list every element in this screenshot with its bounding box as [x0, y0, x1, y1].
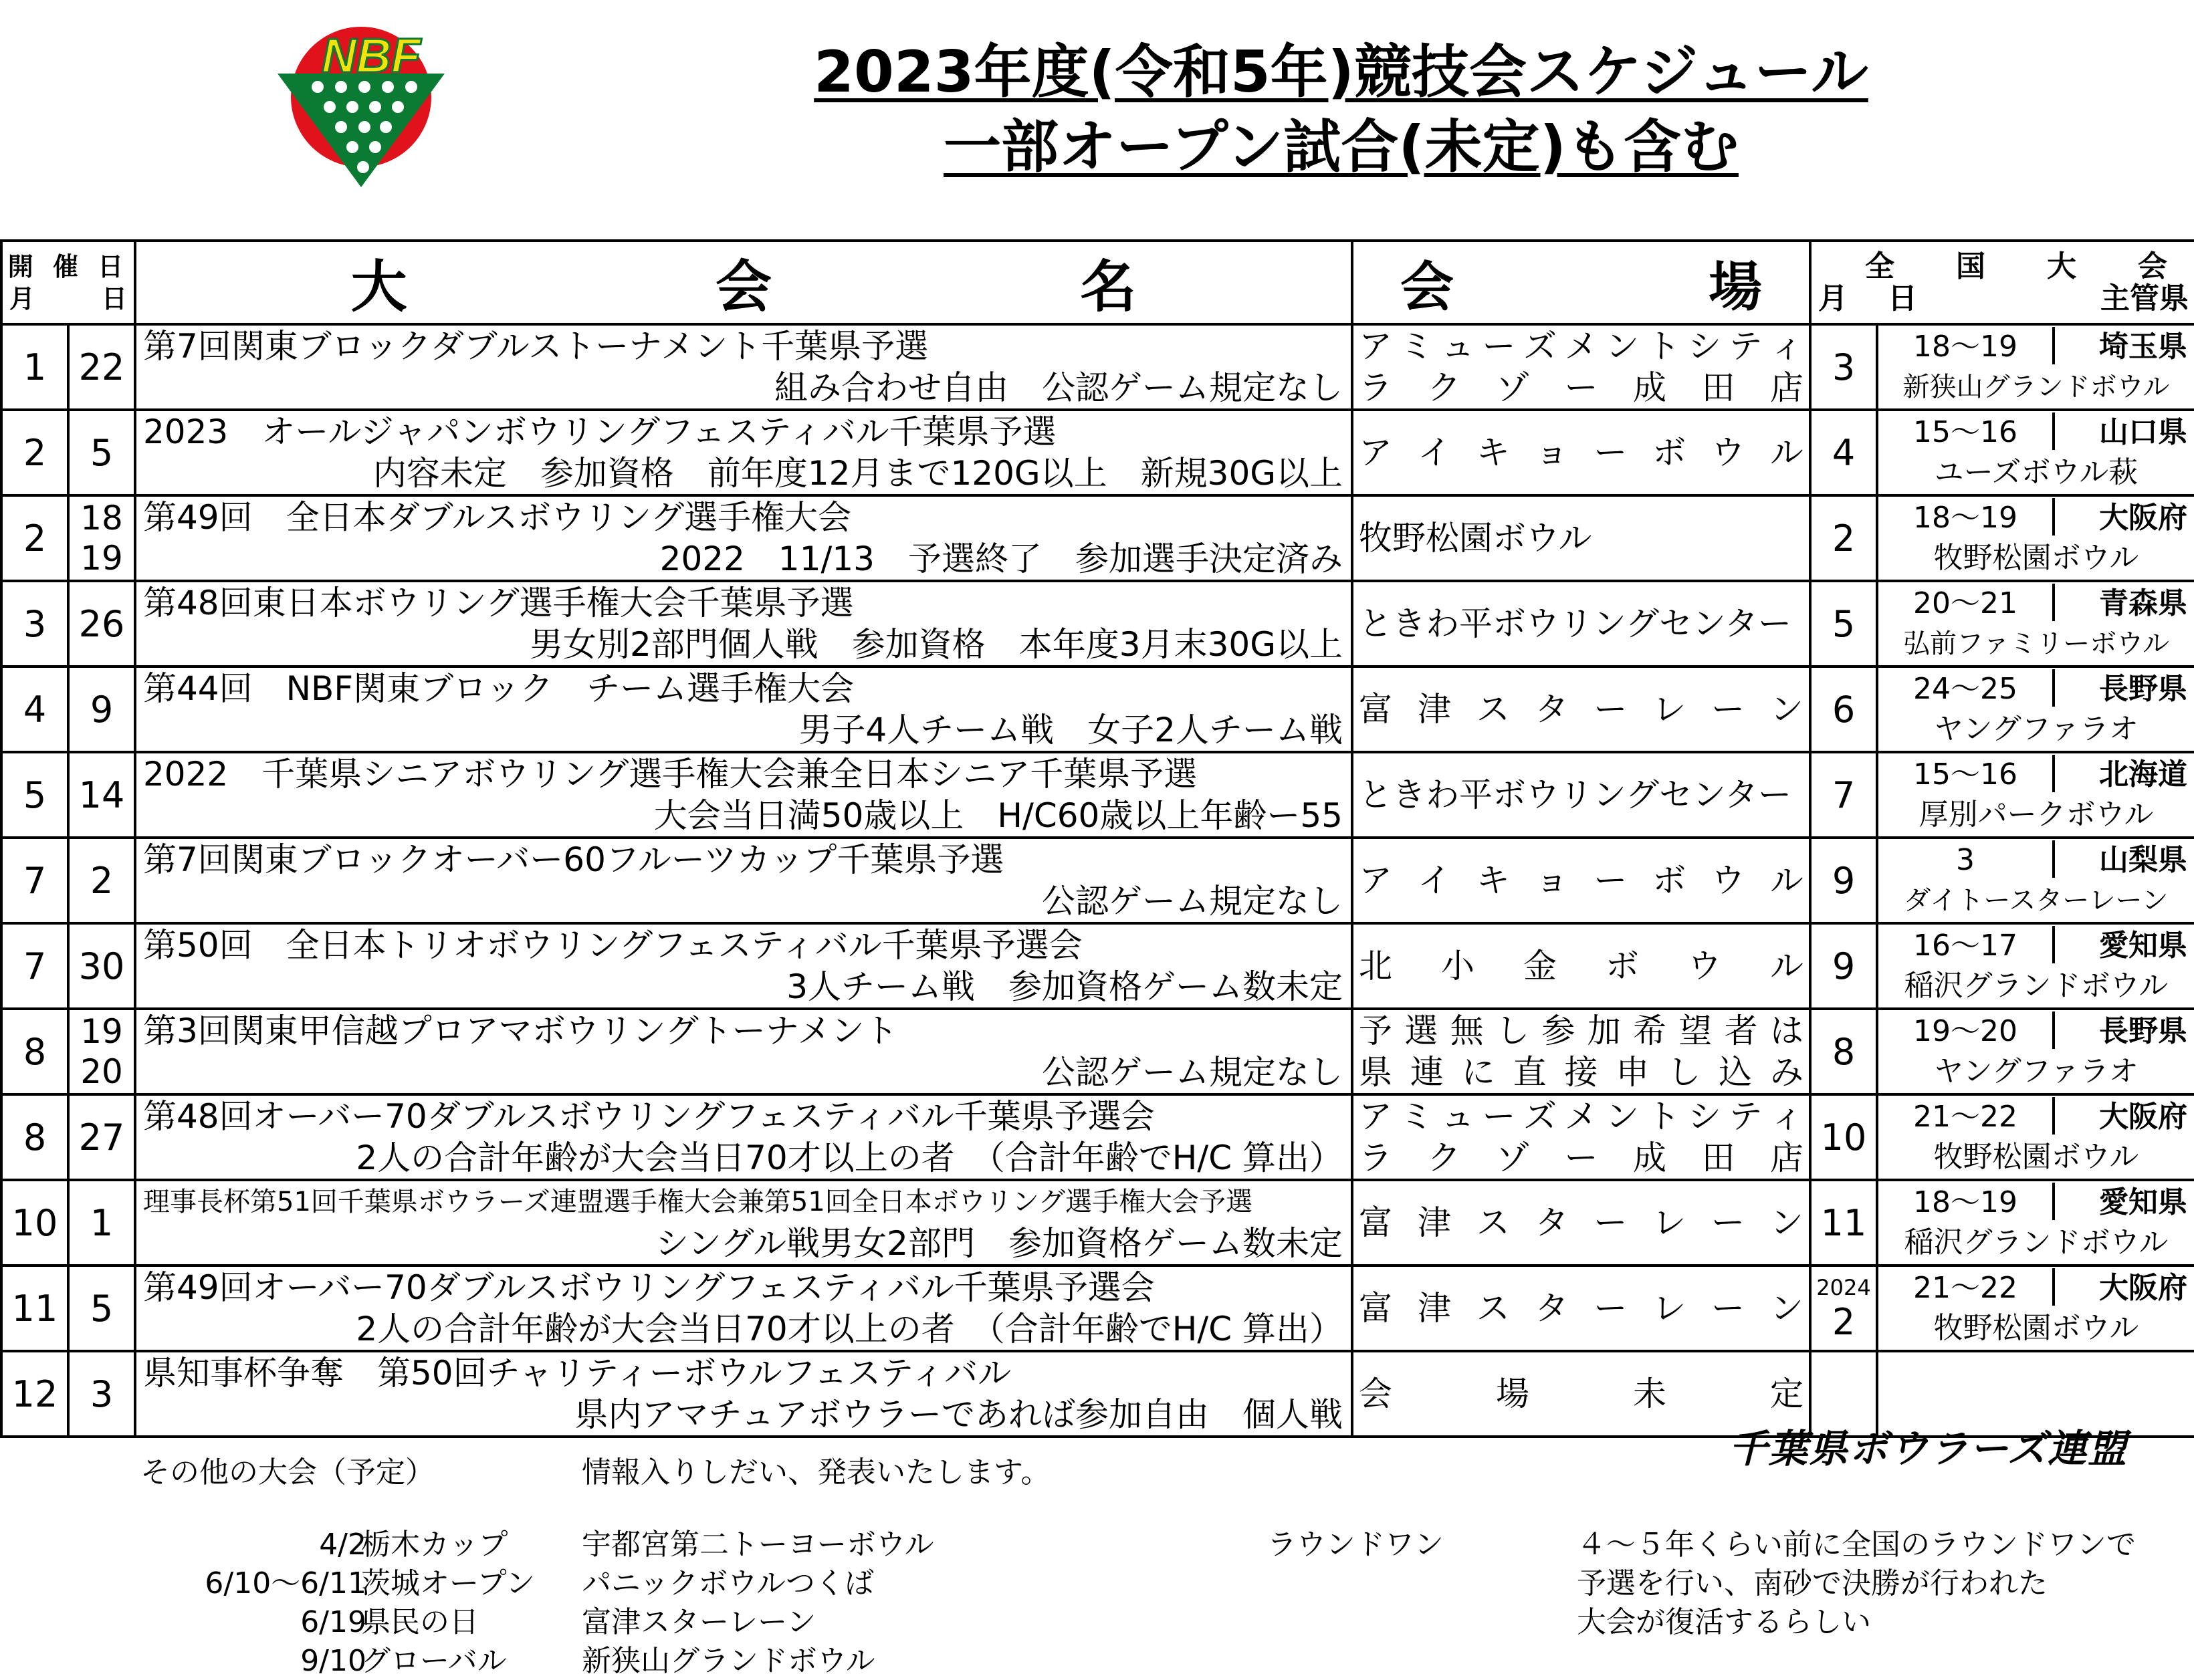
event-name: 第49回 全日本ダブルスボウリング選手権大会 [143, 498, 852, 537]
national-month-cell: 6 [1810, 667, 1877, 752]
venue-line: ラ ク ゾ ー 成 田 店 [1359, 1138, 1803, 1177]
day-cell: 22 [68, 324, 135, 410]
day-cell: 27 [68, 1094, 135, 1180]
round1-line: 大会が復活するらしい [1577, 1605, 1871, 1639]
venue-cell [1352, 1009, 1810, 1094]
event-cell [135, 667, 1352, 752]
day-cell: 26 [68, 581, 135, 667]
venue-line: 富 津 ス タ ー レ ー ン [1359, 1289, 1803, 1328]
event-cell [135, 752, 1352, 838]
table-row [1, 324, 2194, 410]
month-cell: 4 [1, 667, 68, 752]
national-detail-cell: 21～22 大阪府 牧野松園ボウル [1877, 1094, 2194, 1180]
other-event-venue: 新狭山グランドボウル [582, 1644, 875, 1678]
venue-cell [1352, 324, 1810, 410]
venue-cell [1352, 667, 1810, 752]
event-name: 第7回関東ブロックダブルストーナメント千葉県予選 [143, 327, 929, 366]
event-detail: 県内アマチュアボウラーであれば参加自由 個人戦 [574, 1395, 1343, 1434]
national-detail-cell: 24～25 長野県 ヤングファラオ [1877, 667, 2194, 752]
event-name: 第48回オーバー70ダブルスボウリングフェスティバル千葉県予選会 [143, 1097, 1155, 1136]
event-cell [135, 1351, 1352, 1437]
page-subtitle: 一部オープン試合(未定)も含む [944, 114, 1739, 181]
event-name: 2022 千葉県シニアボウリング選手権大会兼全日本シニア千葉県予選 [143, 755, 1198, 794]
national-detail-cell: 18～19 大阪府 牧野松園ボウル [1877, 495, 2194, 581]
event-detail: シングル戦男女2部門 参加資格ゲーム数未定 [655, 1224, 1343, 1263]
venue-cell [1352, 752, 1810, 838]
event-name: 第7回関東ブロックオーバー60フルーツカップ千葉県予選 [143, 840, 1004, 879]
round1-line: ４～５年くらい前に全国のラウンドワンで [1577, 1528, 2136, 1562]
day-cell: 2 [68, 838, 135, 923]
table-row [1, 410, 2194, 495]
venue-text: ときわ平ボウリングセンター [1359, 604, 1791, 643]
month-cell: 5 [1, 752, 68, 838]
table-row [1, 1180, 2194, 1266]
other-event-name: 茨城オープン [361, 1566, 536, 1600]
venue-text: ときわ平ボウリングセンター [1359, 775, 1791, 814]
day-cell: 5 [68, 410, 135, 495]
national-month-cell: 4 [1810, 410, 1877, 495]
event-name: 第48回東日本ボウリング選手権大会千葉県予選 [143, 584, 854, 622]
table-row [1, 581, 2194, 667]
venue-line: ア ミ ュ ー ズ メ ン ト シ テ ィ [1359, 327, 1803, 366]
other-event-name: 県民の日 [361, 1605, 479, 1639]
event-detail: 公認ゲーム規定なし [1042, 1053, 1343, 1092]
national-detail-cell: 19～20 長野県 ヤングファラオ [1877, 1009, 2194, 1094]
month-cell: 2 [1, 410, 68, 495]
venue-cell [1352, 1266, 1810, 1351]
other-event-date: 9/10 [300, 1644, 366, 1678]
venue-line: 会 場 未 定 [1359, 1374, 1803, 1413]
national-month-cell: 9 [1810, 838, 1877, 923]
table-row [1, 752, 2194, 838]
round1-label: ラウンドワン [1267, 1528, 1444, 1562]
other-event-date: 6/10～6/11 [205, 1566, 366, 1600]
event-name: 第50回 全日本トリオボウリングフェスティバル千葉県予選会 [143, 926, 1083, 965]
federation-name: 千葉県ボウラーズ連盟 [1729, 1426, 2128, 1471]
event-detail: 内容未定 参加資格 前年度12月まで120G以上 新規30G以上 [372, 454, 1343, 493]
table-row [1, 1094, 2194, 1180]
venue-line: 県 連 に 直 接 申 し 込 み [1359, 1053, 1803, 1092]
venue-line: ア イ キ ョ ー ボ ウ ル [1359, 861, 1803, 900]
event-detail: 2人の合計年齢が大会当日70才以上の者 （合計年齢でH/C 算出） [356, 1310, 1343, 1348]
event-cell [135, 1266, 1352, 1351]
event-detail: 大会当日満50歳以上 H/C60歳以上年齢ー55 [653, 796, 1343, 835]
page-title: 2023年度(令和5年)競技会スケジュール [814, 39, 1868, 106]
other-event-name: グローバル [361, 1644, 507, 1678]
event-cell [135, 324, 1352, 410]
event-name: 第44回 NBF関東ブロック チーム選手権大会 [143, 669, 855, 708]
event-name: 第49回オーバー70ダブルスボウリングフェスティバル千葉県予選会 [143, 1268, 1155, 1307]
venue-text: 牧野松園ボウル [1359, 519, 1592, 558]
header-venue: 会 場 [1352, 241, 1810, 324]
day-cell: 3 [68, 1351, 135, 1437]
event-detail: 男女別2部門個人戦 参加資格 本年度3月末30G以上 [530, 625, 1343, 664]
venue-cell [1352, 1094, 1810, 1180]
venue-line: ラ ク ゾ ー 成 田 店 [1359, 368, 1803, 407]
venue-cell [1352, 838, 1810, 923]
national-detail-cell: 18～19 埼玉県 新狭山グランドボウル [1877, 324, 2194, 410]
month-cell: 1 [1, 324, 68, 410]
day-cell: 14 [68, 752, 135, 838]
national-detail-cell: 21～22 大阪府 牧野松園ボウル [1877, 1266, 2194, 1351]
national-detail-cell: 16～17 愛知県 稲沢グランドボウル [1877, 923, 2194, 1009]
event-cell [135, 1094, 1352, 1180]
event-cell [135, 581, 1352, 667]
month-cell: 8 [1, 1094, 68, 1180]
venue-line: ア ミ ュ ー ズ メ ン ト シ テ ィ [1359, 1097, 1803, 1136]
event-cell [135, 838, 1352, 923]
header-event-name: 大 会 名 [135, 241, 1352, 324]
other-event-venue: 宇都宮第二トーヨーボウル [582, 1528, 934, 1562]
event-detail: 2人の合計年齢が大会当日70才以上の者 （合計年齢でH/C 算出） [356, 1138, 1343, 1177]
month-cell: 11 [1, 1266, 68, 1351]
event-name: 理事長杯第51回千葉県ボウラーズ連盟選手権大会兼第51回全日本ボウリング選手権大会予選 [143, 1187, 1252, 1217]
day-cell: 1 [68, 1180, 135, 1266]
month-cell: 10 [1, 1180, 68, 1266]
national-month-cell: 9 [1810, 923, 1877, 1009]
event-name: 第3回関東甲信越プロアマボウリングトーナメント [143, 1011, 898, 1050]
event-detail: 2022 11/13 予選終了 参加選手決定済み [659, 539, 1343, 578]
day-cell: 19 20 [68, 1009, 135, 1094]
event-cell [135, 410, 1352, 495]
event-detail: 公認ゲーム規定なし [1042, 882, 1343, 921]
event-cell [135, 1180, 1352, 1266]
month-cell: 3 [1, 581, 68, 667]
national-month-cell: 10 [1810, 1094, 1877, 1180]
round1-line: 予選を行い、南砂で決勝が行われた [1577, 1566, 2048, 1600]
month-cell: 12 [1, 1351, 68, 1437]
day-cell: 30 [68, 923, 135, 1009]
national-detail-cell: 3 山梨県 ダイトースターレーン [1877, 838, 2194, 923]
national-detail-cell: 20～21 青森県 弘前ファミリーボウル [1877, 581, 2194, 667]
venue-cell [1352, 410, 1810, 495]
month-cell: 7 [1, 838, 68, 923]
venue-cell [1352, 495, 1810, 581]
national-month-cell: 2024 2 [1810, 1266, 1877, 1351]
table-row [1, 495, 2194, 581]
event-cell [135, 1009, 1352, 1094]
venue-line: 富 津 ス タ ー レ ー ン [1359, 690, 1803, 729]
venue-cell [1352, 581, 1810, 667]
header-date: 開 催 日 月 日 [1, 241, 135, 324]
header-national: 全 国 大 会 月 日 主管県 [1810, 241, 2194, 324]
other-event-date: 6/19 [300, 1605, 366, 1639]
other-events-info: 情報入りしだい、発表いたします。 [582, 1455, 1051, 1489]
day-cell: 9 [68, 667, 135, 752]
venue-line: 予 選 無 し 参 加 希 望 者 は [1359, 1011, 1803, 1050]
national-month-cell: 11 [1810, 1180, 1877, 1266]
venue-cell [1352, 923, 1810, 1009]
event-name: 県知事杯争奪 第50回チャリティーボウルフェスティバル [143, 1354, 1012, 1393]
table-row [1, 1009, 2194, 1094]
table-row [1, 667, 2194, 752]
day-cell: 5 [68, 1266, 135, 1351]
venue-line: 富 津 ス タ ー レ ー ン [1359, 1203, 1803, 1242]
day-cell: 18 19 [68, 495, 135, 581]
event-detail: 組み合わせ自由 公認ゲーム規定なし [774, 368, 1343, 407]
venue-line: ア イ キ ョ ー ボ ウ ル [1359, 433, 1803, 472]
logo-text: NBF [322, 29, 421, 83]
national-detail-cell: 15～16 北海道 厚別パークボウル [1877, 752, 2194, 838]
table-row [1, 1266, 2194, 1351]
other-event-name: 栃木カップ [361, 1528, 508, 1562]
event-name: 2023 オールジャパンボウリングフェスティバル千葉県予選 [143, 412, 1057, 451]
national-month-cell: 7 [1810, 752, 1877, 838]
venue-cell [1352, 1180, 1810, 1266]
national-month-cell: 5 [1810, 581, 1877, 667]
national-month-cell: 8 [1810, 1009, 1877, 1094]
other-event-venue: パニックボウルつくば [582, 1566, 874, 1600]
table-row [1, 923, 2194, 1009]
month-cell: 7 [1, 923, 68, 1009]
national-detail-cell: 15～16 山口県 ユーズボウル萩 [1877, 410, 2194, 495]
table-row [1, 838, 2194, 923]
other-events-label: その他の大会（予定） [140, 1455, 435, 1489]
national-month-cell: 2 [1810, 495, 1877, 581]
event-cell [135, 923, 1352, 1009]
event-cell [135, 495, 1352, 581]
venue-line: 北 小 金 ボ ウ ル [1359, 947, 1803, 985]
national-month-cell: 3 [1810, 324, 1877, 410]
other-event-venue: 富津スターレーン [582, 1605, 816, 1639]
month-cell: 8 [1, 1009, 68, 1094]
event-detail: 3人チーム戦 参加資格ゲーム数未定 [786, 967, 1343, 1006]
event-detail: 男子4人チーム戦 女子2人チーム戦 [798, 711, 1343, 749]
schedule-table [0, 239, 2194, 1438]
other-event-date: 4/2 [319, 1528, 366, 1562]
month-cell: 2 [1, 495, 68, 581]
national-detail-cell: 18～19 愛知県 稲沢グランドボウル [1877, 1180, 2194, 1266]
